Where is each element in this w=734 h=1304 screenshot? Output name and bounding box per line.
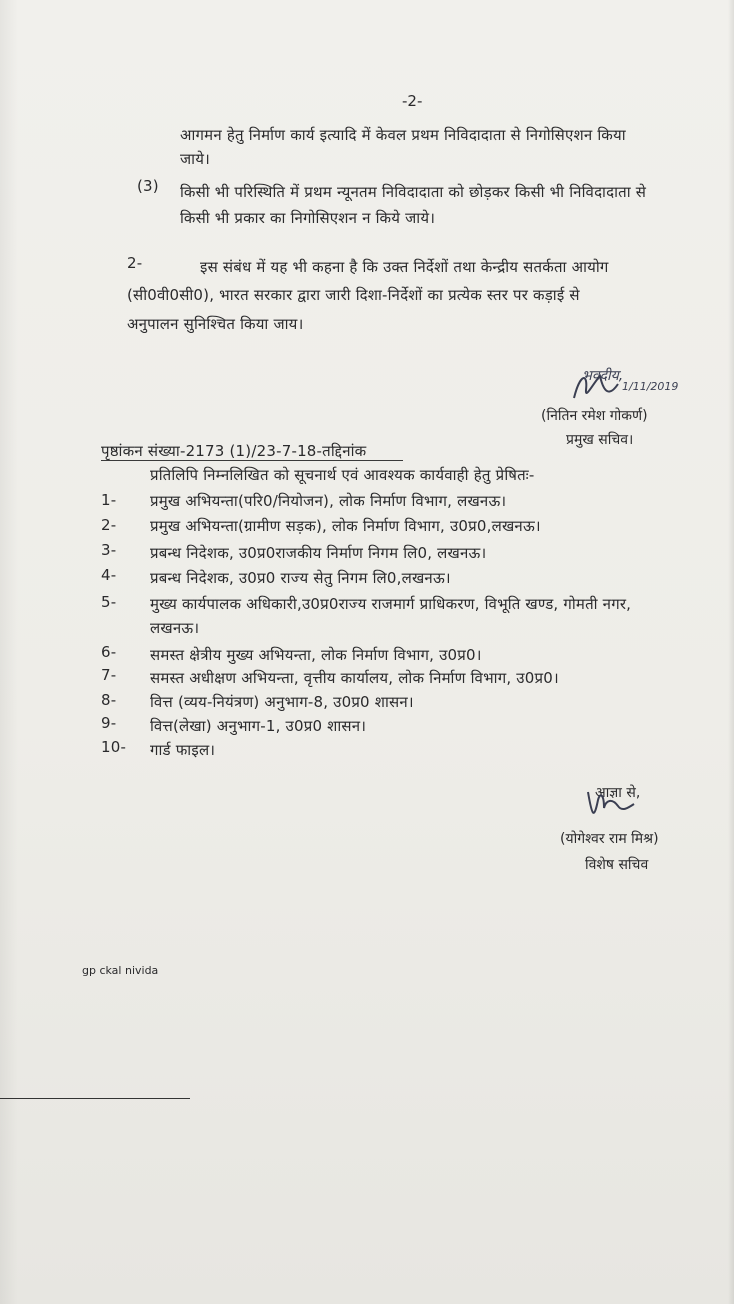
signature1-name: (नितिन रमेश गोकर्ण) — [541, 408, 648, 424]
signature1-designation: प्रमुख सचिव। — [566, 432, 634, 448]
list-item-continuation: लखनऊ। — [150, 619, 200, 637]
signature2-designation: विशेष सचिव — [585, 857, 649, 873]
signature2-name: (योगेश्वर राम मिश्र) — [560, 831, 659, 847]
list-item: वित्त (व्यय-नियंत्रण) अनुभाग-8, उ0प्र0 शासन। — [150, 693, 414, 711]
endorsement-heading: पृष्ठांकन संख्या-2173 (1)/23-7-18-तद्दिनांक — [101, 442, 367, 460]
list-item-number: 6- — [101, 643, 117, 661]
list-item-number: 9- — [101, 714, 117, 732]
para2-line2: (सी0वी0सी0), भारत सरकार द्वारा जारी दिशा-निर्देशों का प्रत्येक स्तर पर कड़ाई से — [127, 286, 580, 304]
list-item-number: 1- — [101, 491, 117, 509]
endorsement-intro: प्रतिलिपि निम्नलिखित को सूचनार्थ एवं आवश्यक कार्यवाही हेतु प्रेषितः- — [150, 466, 535, 484]
clause3-number: (3) — [137, 177, 159, 195]
list-item-number: 3- — [101, 541, 117, 559]
signature1-closing: भवदीय, — [582, 368, 624, 384]
signature1-date: 1/11/2019 — [622, 380, 679, 393]
list-item-number: 5- — [101, 593, 117, 611]
list-item-number: 8- — [101, 691, 117, 709]
list-item: समस्त अधीक्षण अभियन्ता, वृत्तीय कार्यालय, लोक निर्माण विभाग, उ0प्र0। — [150, 669, 559, 687]
handwritten-signature-2 — [582, 786, 642, 826]
page-edge-shadow — [0, 0, 18, 1304]
bottom-rule-line — [0, 1098, 190, 1099]
clause3-line2: किसी भी प्रकार का निगोसिएशन न किये जाये। — [180, 209, 436, 227]
para1-line2: जाये। — [180, 150, 211, 168]
list-item: प्रबन्ध निदेशक, उ0प्र0 राज्य सेतु निगम लि0,लखनऊ। — [150, 569, 451, 587]
list-item: वित्त(लेखा) अनुभाग-1, उ0प्र0 शासन। — [150, 717, 367, 735]
list-item-number: 10- — [101, 738, 127, 756]
page-edge-shadow-right — [728, 0, 734, 1304]
endorsement-heading-underline — [101, 460, 403, 461]
list-item: प्रमुख अभियन्ता(परि0/नियोजन), लोक निर्माण विभाग, लखनऊ। — [150, 492, 507, 510]
clause3-line1: किसी भी परिस्थिति में प्रथम न्यूनतम निविदादाता को छोड़कर किसी भी निविदादाता से — [180, 183, 647, 201]
para2-line3: अनुपालन सुनिश्चित किया जाय। — [127, 315, 304, 333]
list-item: गार्ड फाइल। — [150, 741, 216, 759]
signature2-closing: आज्ञा से, — [595, 785, 641, 801]
list-item: मुख्य कार्यपालक अधिकारी,उ0प्र0राज्य राजमार्ग प्राधिकरण, विभूति खण्ड, गोमती नगर, — [150, 595, 632, 613]
para2-number: 2- — [127, 254, 143, 272]
para2-line1: इस संबंध में यह भी कहना है कि उक्त निर्देशों तथा केन्द्रीय सतर्कता आयोग — [200, 258, 609, 276]
page-number: -2- — [402, 92, 423, 110]
list-item: प्रमुख अभियन्ता(ग्रामीण सड़क), लोक निर्माण विभाग, उ0प्र0,लखनऊ। — [150, 517, 541, 535]
footer-file-code: gp ckal nivida — [82, 964, 159, 977]
para1-line1: आगमन हेतु निर्माण कार्य इत्यादि में केवल प्रथम निविदादाता से निगोसिएशन किया — [180, 126, 626, 144]
list-item: प्रबन्ध निदेशक, उ0प्र0राजकीय निर्माण निगम लि0, लखनऊ। — [150, 544, 487, 562]
list-item-number: 7- — [101, 666, 117, 684]
list-item-number: 2- — [101, 516, 117, 534]
list-item-number: 4- — [101, 566, 117, 584]
list-item: समस्त क्षेत्रीय मुख्य अभियन्ता, लोक निर्माण विभाग, उ0प्र0। — [150, 646, 482, 664]
